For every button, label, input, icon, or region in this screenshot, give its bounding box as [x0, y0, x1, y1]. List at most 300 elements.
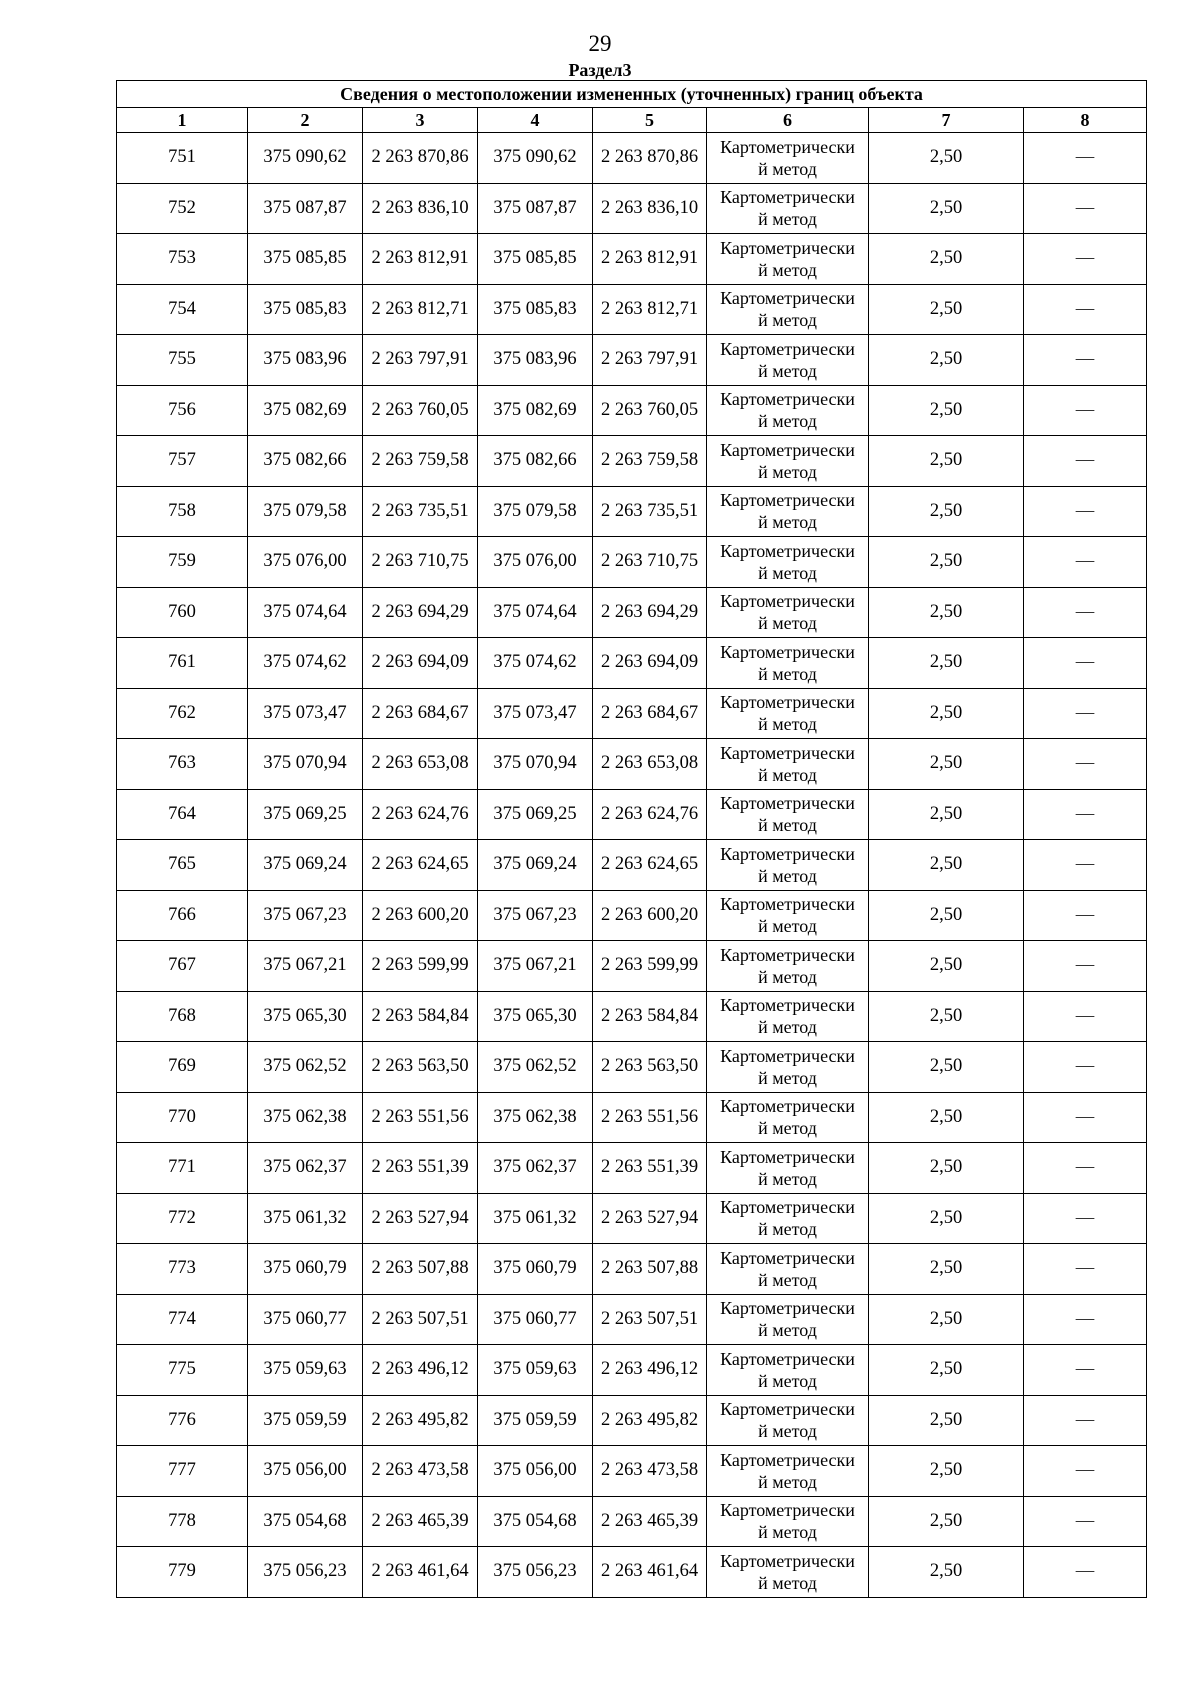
method-text: Картометрически: [720, 944, 855, 965]
table-title-row: [117, 81, 1147, 108]
method-text: й метод: [758, 1168, 817, 1189]
x-old-cell: 375 085,85: [248, 234, 363, 285]
note-cell: —: [1024, 1547, 1147, 1598]
y-new-cell: 2 263 759,58: [593, 436, 707, 487]
x-old-cell: 375 067,21: [248, 941, 363, 992]
note-cell: —: [1024, 1395, 1147, 1446]
method-text: й метод: [758, 1219, 817, 1240]
y-new-cell: 2 263 797,91: [593, 335, 707, 386]
x-old-cell: 375 082,66: [248, 436, 363, 487]
table-row: [117, 739, 1147, 790]
method-cell: [707, 890, 869, 941]
y-new-cell: 2 263 507,51: [593, 1294, 707, 1345]
y-new-cell: 2 263 473,58: [593, 1446, 707, 1497]
accuracy-cell: 2,50: [869, 840, 1024, 891]
method-cell: [707, 1496, 869, 1547]
point-number-cell: 769: [117, 1042, 248, 1093]
method-text: й метод: [758, 461, 817, 482]
table-row: [117, 587, 1147, 638]
note-cell: —: [1024, 1193, 1147, 1244]
method-text: й метод: [758, 714, 817, 735]
accuracy-cell: 2,50: [869, 739, 1024, 790]
method-text: й метод: [758, 865, 817, 886]
method-text: Картометрически: [720, 1348, 855, 1369]
table-row: [117, 1042, 1147, 1093]
method-text: й метод: [758, 1118, 817, 1139]
point-number-cell: 775: [117, 1345, 248, 1396]
method-cell: [707, 537, 869, 588]
column-number: 6: [707, 108, 869, 133]
y-old-cell: 2 263 694,09: [363, 638, 478, 689]
method-text: й метод: [758, 310, 817, 331]
y-old-cell: 2 263 694,29: [363, 587, 478, 638]
column-number: 8: [1024, 108, 1147, 133]
y-old-cell: 2 263 527,94: [363, 1193, 478, 1244]
y-old-cell: 2 263 836,10: [363, 183, 478, 234]
table-body: [117, 133, 1147, 1598]
accuracy-cell: 2,50: [869, 1496, 1024, 1547]
x-old-cell: 375 059,63: [248, 1345, 363, 1396]
method-text: Картометрически: [720, 591, 855, 612]
method-cell: [707, 436, 869, 487]
accuracy-cell: 2,50: [869, 1395, 1024, 1446]
x-old-cell: 375 062,37: [248, 1143, 363, 1194]
accuracy-cell: 2,50: [869, 1244, 1024, 1295]
table-row: [117, 1244, 1147, 1295]
accuracy-cell: 2,50: [869, 1446, 1024, 1497]
y-new-cell: 2 263 551,56: [593, 1092, 707, 1143]
method-text: Картометрически: [720, 540, 855, 561]
point-number-cell: 753: [117, 234, 248, 285]
method-text: й метод: [758, 1370, 817, 1391]
x-old-cell: 375 079,58: [248, 486, 363, 537]
method-cell: [707, 385, 869, 436]
method-text: й метод: [758, 209, 817, 230]
note-cell: —: [1024, 587, 1147, 638]
column-number: 4: [478, 108, 593, 133]
accuracy-cell: 2,50: [869, 688, 1024, 739]
method-text: й метод: [758, 562, 817, 583]
point-number-cell: 771: [117, 1143, 248, 1194]
y-old-cell: 2 263 624,76: [363, 789, 478, 840]
x-old-cell: 375 069,25: [248, 789, 363, 840]
x-new-cell: 375 090,62: [478, 133, 593, 184]
point-number-cell: 764: [117, 789, 248, 840]
x-new-cell: 375 083,96: [478, 335, 593, 386]
table-row: [117, 385, 1147, 436]
column-number: 5: [593, 108, 707, 133]
note-cell: —: [1024, 739, 1147, 790]
method-text: й метод: [758, 966, 817, 987]
point-number-cell: 756: [117, 385, 248, 436]
table-row: [117, 840, 1147, 891]
y-new-cell: 2 263 551,39: [593, 1143, 707, 1194]
x-new-cell: 375 059,63: [478, 1345, 593, 1396]
table-row: [117, 1294, 1147, 1345]
y-new-cell: 2 263 563,50: [593, 1042, 707, 1093]
method-text: Картометрически: [720, 1146, 855, 1167]
y-old-cell: 2 263 870,86: [363, 133, 478, 184]
x-new-cell: 375 061,32: [478, 1193, 593, 1244]
column-number: 7: [869, 108, 1024, 133]
note-cell: —: [1024, 183, 1147, 234]
method-text: Картометрически: [720, 1449, 855, 1470]
method-text: Картометрически: [720, 288, 855, 309]
x-new-cell: 375 067,23: [478, 890, 593, 941]
y-new-cell: 2 263 624,76: [593, 789, 707, 840]
method-text: й метод: [758, 1017, 817, 1038]
method-cell: [707, 638, 869, 689]
method-cell: [707, 739, 869, 790]
method-cell: [707, 335, 869, 386]
y-new-cell: 2 263 624,65: [593, 840, 707, 891]
point-number-cell: 755: [117, 335, 248, 386]
accuracy-cell: 2,50: [869, 335, 1024, 386]
accuracy-cell: 2,50: [869, 587, 1024, 638]
y-old-cell: 2 263 653,08: [363, 739, 478, 790]
point-number-cell: 768: [117, 991, 248, 1042]
y-old-cell: 2 263 735,51: [363, 486, 478, 537]
accuracy-cell: 2,50: [869, 234, 1024, 285]
method-cell: [707, 1547, 869, 1598]
x-new-cell: 375 073,47: [478, 688, 593, 739]
method-text: й метод: [758, 1320, 817, 1341]
method-text: й метод: [758, 158, 817, 179]
method-text: й метод: [758, 613, 817, 634]
accuracy-cell: 2,50: [869, 183, 1024, 234]
table-row: [117, 1547, 1147, 1598]
method-text: Картометрически: [720, 995, 855, 1016]
method-text: Картометрически: [720, 742, 855, 763]
x-old-cell: 375 074,64: [248, 587, 363, 638]
method-text: Картометрически: [720, 389, 855, 410]
table-row: [117, 1193, 1147, 1244]
x-new-cell: 375 069,24: [478, 840, 593, 891]
method-cell: [707, 284, 869, 335]
x-old-cell: 375 061,32: [248, 1193, 363, 1244]
method-text: й метод: [758, 1067, 817, 1088]
method-text: й метод: [758, 360, 817, 381]
x-new-cell: 375 062,52: [478, 1042, 593, 1093]
accuracy-cell: 2,50: [869, 1345, 1024, 1396]
method-cell: [707, 941, 869, 992]
y-new-cell: 2 263 760,05: [593, 385, 707, 436]
point-number-cell: 772: [117, 1193, 248, 1244]
table-row: [117, 234, 1147, 285]
x-new-cell: 375 082,66: [478, 436, 593, 487]
x-old-cell: 375 056,00: [248, 1446, 363, 1497]
method-text: й метод: [758, 1471, 817, 1492]
x-old-cell: 375 074,62: [248, 638, 363, 689]
y-old-cell: 2 263 473,58: [363, 1446, 478, 1497]
y-old-cell: 2 263 812,91: [363, 234, 478, 285]
note-cell: —: [1024, 537, 1147, 588]
point-number-cell: 759: [117, 537, 248, 588]
x-new-cell: 375 074,62: [478, 638, 593, 689]
x-old-cell: 375 059,59: [248, 1395, 363, 1446]
method-text: Картометрически: [720, 237, 855, 258]
y-old-cell: 2 263 465,39: [363, 1496, 478, 1547]
note-cell: —: [1024, 284, 1147, 335]
point-number-cell: 754: [117, 284, 248, 335]
table-row: [117, 537, 1147, 588]
table-row: [117, 133, 1147, 184]
method-cell: [707, 789, 869, 840]
x-old-cell: 375 060,77: [248, 1294, 363, 1345]
x-new-cell: 375 056,00: [478, 1446, 593, 1497]
method-text: Картометрически: [720, 641, 855, 662]
method-cell: [707, 1294, 869, 1345]
y-new-cell: 2 263 600,20: [593, 890, 707, 941]
x-new-cell: 375 059,59: [478, 1395, 593, 1446]
method-cell: [707, 587, 869, 638]
note-cell: —: [1024, 890, 1147, 941]
method-text: Картометрически: [720, 1298, 855, 1319]
method-text: Картометрически: [720, 1247, 855, 1268]
point-number-cell: 766: [117, 890, 248, 941]
point-number-cell: 765: [117, 840, 248, 891]
x-new-cell: 375 067,21: [478, 941, 593, 992]
accuracy-cell: 2,50: [869, 941, 1024, 992]
method-text: й метод: [758, 1269, 817, 1290]
method-text: й метод: [758, 764, 817, 785]
y-new-cell: 2 263 694,09: [593, 638, 707, 689]
y-new-cell: 2 263 710,75: [593, 537, 707, 588]
note-cell: —: [1024, 1294, 1147, 1345]
y-old-cell: 2 263 584,84: [363, 991, 478, 1042]
accuracy-cell: 2,50: [869, 1092, 1024, 1143]
x-new-cell: 375 076,00: [478, 537, 593, 588]
table-title: Сведения о местоположении измененных (уточненных) границ объекта: [117, 81, 1147, 108]
y-new-cell: 2 263 496,12: [593, 1345, 707, 1396]
method-text: й метод: [758, 512, 817, 533]
y-new-cell: 2 263 812,91: [593, 234, 707, 285]
table-row: [117, 638, 1147, 689]
point-number-cell: 761: [117, 638, 248, 689]
accuracy-cell: 2,50: [869, 638, 1024, 689]
method-text: Картометрически: [720, 136, 855, 157]
y-new-cell: 2 263 694,29: [593, 587, 707, 638]
method-cell: [707, 688, 869, 739]
table-row: [117, 941, 1147, 992]
point-number-cell: 762: [117, 688, 248, 739]
point-number-cell: 778: [117, 1496, 248, 1547]
y-new-cell: 2 263 812,71: [593, 284, 707, 335]
table-row: [117, 1345, 1147, 1396]
point-number-cell: 767: [117, 941, 248, 992]
x-new-cell: 375 054,68: [478, 1496, 593, 1547]
y-old-cell: 2 263 759,58: [363, 436, 478, 487]
x-new-cell: 375 062,37: [478, 1143, 593, 1194]
method-text: Картометрически: [720, 1197, 855, 1218]
x-old-cell: 375 076,00: [248, 537, 363, 588]
y-old-cell: 2 263 600,20: [363, 890, 478, 941]
x-new-cell: 375 085,85: [478, 234, 593, 285]
y-old-cell: 2 263 551,39: [363, 1143, 478, 1194]
y-new-cell: 2 263 461,64: [593, 1547, 707, 1598]
method-cell: [707, 840, 869, 891]
method-cell: [707, 1143, 869, 1194]
note-cell: —: [1024, 486, 1147, 537]
note-cell: —: [1024, 941, 1147, 992]
table-row: [117, 688, 1147, 739]
note-cell: —: [1024, 1042, 1147, 1093]
x-new-cell: 375 079,58: [478, 486, 593, 537]
x-old-cell: 375 087,87: [248, 183, 363, 234]
y-new-cell: 2 263 684,67: [593, 688, 707, 739]
note-cell: —: [1024, 638, 1147, 689]
note-cell: —: [1024, 385, 1147, 436]
accuracy-cell: 2,50: [869, 537, 1024, 588]
y-new-cell: 2 263 599,99: [593, 941, 707, 992]
point-number-cell: 751: [117, 133, 248, 184]
accuracy-cell: 2,50: [869, 1143, 1024, 1194]
method-text: Картометрически: [720, 338, 855, 359]
method-cell: [707, 1345, 869, 1396]
y-old-cell: 2 263 507,51: [363, 1294, 478, 1345]
accuracy-cell: 2,50: [869, 1193, 1024, 1244]
x-new-cell: 375 056,23: [478, 1547, 593, 1598]
note-cell: —: [1024, 1345, 1147, 1396]
method-cell: [707, 133, 869, 184]
y-old-cell: 2 263 461,64: [363, 1547, 478, 1598]
y-old-cell: 2 263 496,12: [363, 1345, 478, 1396]
y-new-cell: 2 263 465,39: [593, 1496, 707, 1547]
table-row: [117, 1143, 1147, 1194]
table-row: [117, 436, 1147, 487]
x-old-cell: 375 090,62: [248, 133, 363, 184]
x-new-cell: 375 074,64: [478, 587, 593, 638]
y-old-cell: 2 263 797,91: [363, 335, 478, 386]
x-new-cell: 375 060,79: [478, 1244, 593, 1295]
x-new-cell: 375 062,38: [478, 1092, 593, 1143]
accuracy-cell: 2,50: [869, 890, 1024, 941]
column-number-row: [117, 108, 1147, 133]
table-row: [117, 1092, 1147, 1143]
x-new-cell: 375 069,25: [478, 789, 593, 840]
method-text: Картометрически: [720, 843, 855, 864]
y-new-cell: 2 263 527,94: [593, 1193, 707, 1244]
x-new-cell: 375 087,87: [478, 183, 593, 234]
x-new-cell: 375 082,69: [478, 385, 593, 436]
page-number: 29: [588, 31, 612, 56]
table-row: [117, 335, 1147, 386]
point-number-cell: 773: [117, 1244, 248, 1295]
accuracy-cell: 2,50: [869, 385, 1024, 436]
point-number-cell: 758: [117, 486, 248, 537]
y-old-cell: 2 263 599,99: [363, 941, 478, 992]
note-cell: —: [1024, 335, 1147, 386]
method-cell: [707, 486, 869, 537]
y-new-cell: 2 263 735,51: [593, 486, 707, 537]
y-old-cell: 2 263 624,65: [363, 840, 478, 891]
note-cell: —: [1024, 991, 1147, 1042]
method-text: Картометрически: [720, 187, 855, 208]
note-cell: —: [1024, 1446, 1147, 1497]
note-cell: —: [1024, 133, 1147, 184]
method-cell: [707, 183, 869, 234]
x-old-cell: 375 056,23: [248, 1547, 363, 1598]
y-old-cell: 2 263 563,50: [363, 1042, 478, 1093]
x-old-cell: 375 073,47: [248, 688, 363, 739]
point-number-cell: 757: [117, 436, 248, 487]
table-row: [117, 1496, 1147, 1547]
method-text: й метод: [758, 916, 817, 937]
point-number-cell: 752: [117, 183, 248, 234]
method-cell: [707, 1042, 869, 1093]
column-number: 3: [363, 108, 478, 133]
point-number-cell: 763: [117, 739, 248, 790]
table-row: [117, 789, 1147, 840]
x-old-cell: 375 070,94: [248, 739, 363, 790]
table-row: [117, 991, 1147, 1042]
accuracy-cell: 2,50: [869, 789, 1024, 840]
method-text: Картометрически: [720, 894, 855, 915]
x-old-cell: 375 054,68: [248, 1496, 363, 1547]
note-cell: —: [1024, 234, 1147, 285]
method-text: Картометрически: [720, 793, 855, 814]
y-old-cell: 2 263 495,82: [363, 1395, 478, 1446]
point-number-cell: 776: [117, 1395, 248, 1446]
method-text: й метод: [758, 1421, 817, 1442]
method-text: Картометрически: [720, 1550, 855, 1571]
method-text: й метод: [758, 411, 817, 432]
method-text: Картометрически: [720, 692, 855, 713]
note-cell: —: [1024, 789, 1147, 840]
y-old-cell: 2 263 760,05: [363, 385, 478, 436]
x-new-cell: 375 070,94: [478, 739, 593, 790]
accuracy-cell: 2,50: [869, 486, 1024, 537]
boundary-coordinates-table: [116, 80, 1147, 1598]
method-text: й метод: [758, 1572, 817, 1593]
table-row: [117, 486, 1147, 537]
accuracy-cell: 2,50: [869, 133, 1024, 184]
point-number-cell: 770: [117, 1092, 248, 1143]
method-text: Картометрически: [720, 1399, 855, 1420]
x-old-cell: 375 065,30: [248, 991, 363, 1042]
method-cell: [707, 991, 869, 1042]
note-cell: —: [1024, 1143, 1147, 1194]
x-old-cell: 375 085,83: [248, 284, 363, 335]
point-number-cell: 774: [117, 1294, 248, 1345]
y-old-cell: 2 263 710,75: [363, 537, 478, 588]
table-row: [117, 183, 1147, 234]
method-text: й метод: [758, 259, 817, 280]
x-old-cell: 375 069,24: [248, 840, 363, 891]
method-text: Картометрически: [720, 1045, 855, 1066]
method-cell: [707, 1193, 869, 1244]
accuracy-cell: 2,50: [869, 1042, 1024, 1093]
y-new-cell: 2 263 836,10: [593, 183, 707, 234]
section-label: Раздел3: [568, 60, 632, 80]
table-row: [117, 890, 1147, 941]
y-old-cell: 2 263 551,56: [363, 1092, 478, 1143]
method-cell: [707, 1446, 869, 1497]
y-new-cell: 2 263 584,84: [593, 991, 707, 1042]
method-cell: [707, 1395, 869, 1446]
x-old-cell: 375 062,38: [248, 1092, 363, 1143]
method-text: Картометрически: [720, 1500, 855, 1521]
method-text: й метод: [758, 1522, 817, 1543]
table-row: [117, 1395, 1147, 1446]
y-new-cell: 2 263 507,88: [593, 1244, 707, 1295]
note-cell: —: [1024, 1092, 1147, 1143]
x-old-cell: 375 060,79: [248, 1244, 363, 1295]
x-old-cell: 375 082,69: [248, 385, 363, 436]
x-new-cell: 375 065,30: [478, 991, 593, 1042]
method-cell: [707, 1092, 869, 1143]
note-cell: —: [1024, 840, 1147, 891]
